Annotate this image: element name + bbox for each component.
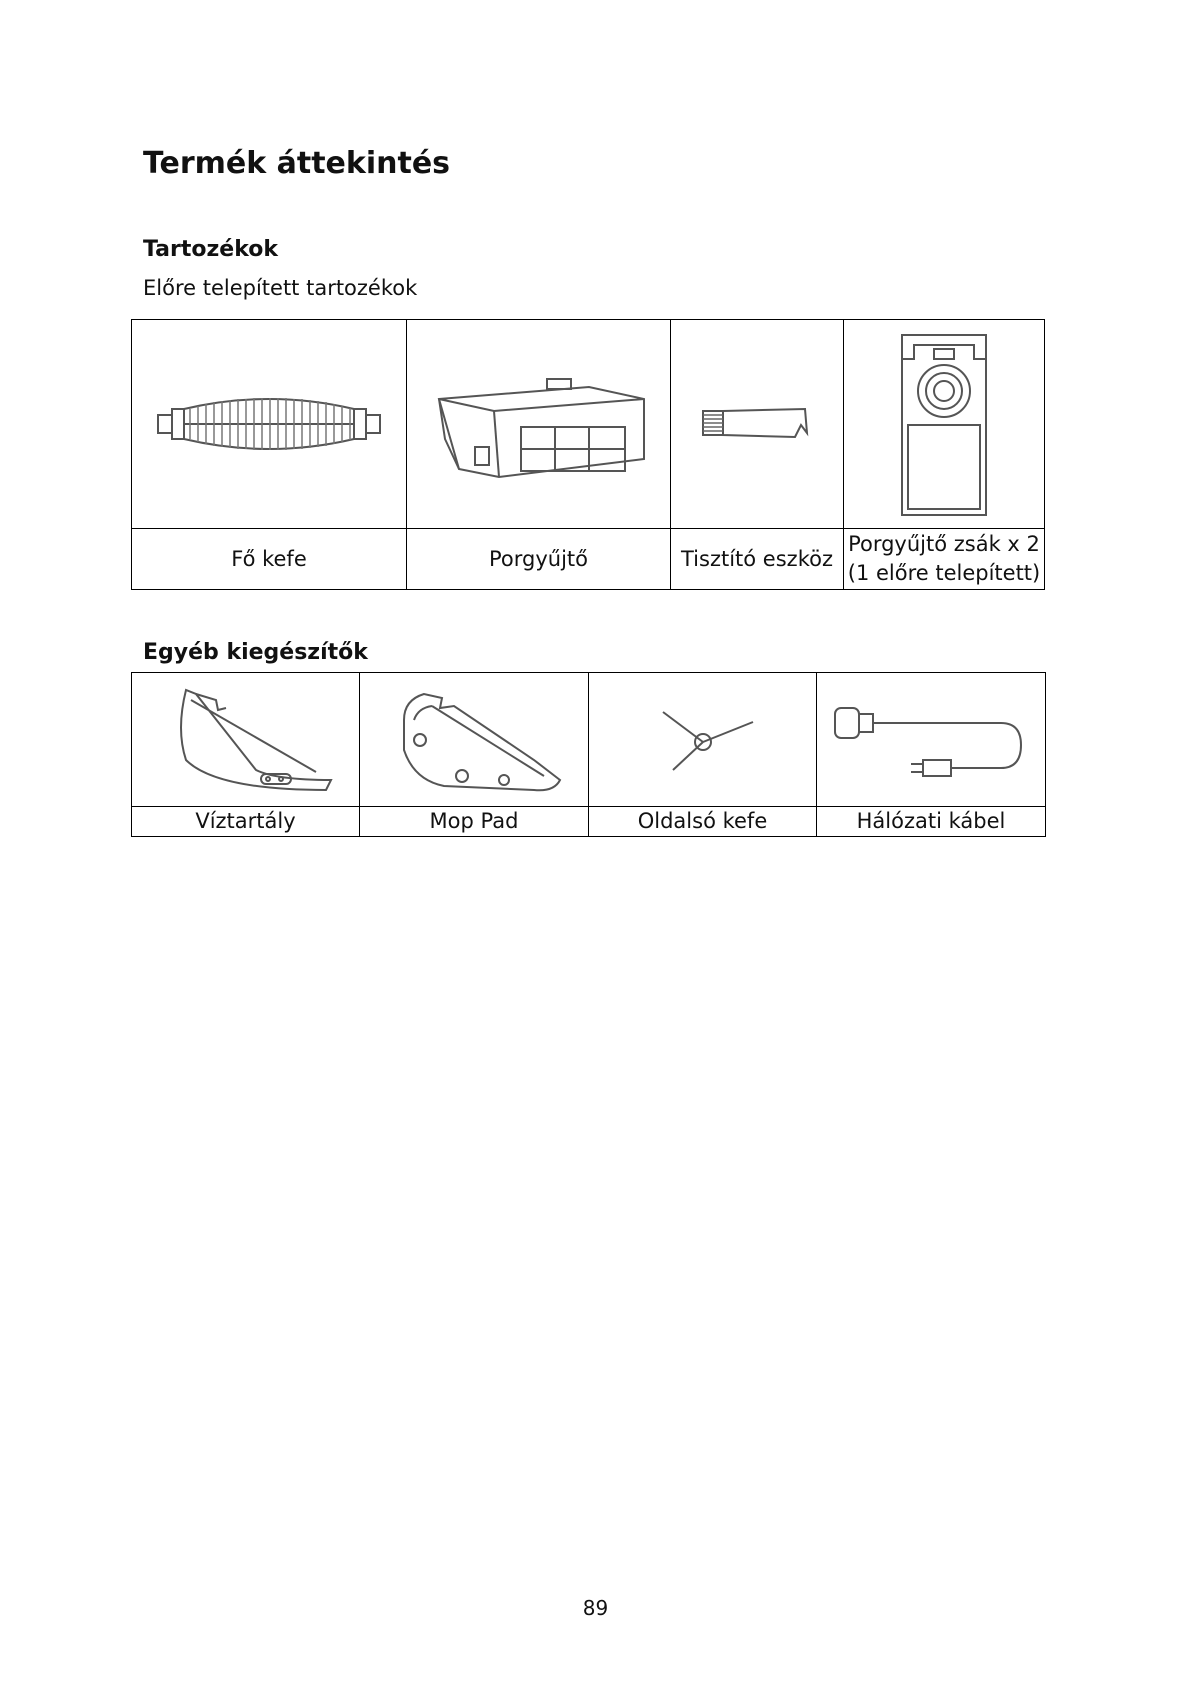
accessory-image-cell — [589, 673, 817, 807]
accessories-table — [131, 319, 1045, 590]
accessory-image-cell — [844, 320, 1045, 529]
accessory-image-cell — [132, 320, 407, 529]
accessory-label: Porgyűjtő — [407, 529, 671, 590]
other-accessories-table — [131, 672, 1046, 837]
accessory-label-line2: (1 előre telepített) — [847, 561, 1041, 585]
accessory-label: Oldalsó kefe — [589, 807, 817, 837]
mop-pad-icon — [384, 680, 564, 800]
dust-bin-icon — [429, 359, 649, 489]
accessory-image-cell — [817, 673, 1046, 807]
accessory-image-cell — [360, 673, 589, 807]
accessories-subtitle: Előre telepített tartozékok — [143, 276, 418, 300]
water-tank-icon — [156, 680, 336, 800]
page-number: 89 — [582, 1596, 609, 1620]
accessories-title: Tartozékok — [143, 237, 279, 262]
main-brush-icon — [154, 379, 384, 469]
accessory-image-cell — [671, 320, 844, 529]
dust-bag-icon — [894, 329, 994, 519]
accessory-label-line1: Porgyűjtő zsák x 2 — [848, 532, 1040, 556]
accessory-image-cell — [407, 320, 671, 529]
other-accessories-title: Egyéb kiegészítők — [143, 640, 368, 665]
power-cable-icon — [831, 690, 1031, 790]
accessory-label: Fő kefe — [132, 529, 407, 590]
accessory-label — [844, 529, 1045, 590]
accessory-image-cell — [132, 673, 360, 807]
accessory-label: Hálózati kábel — [817, 807, 1046, 837]
page-title: Termék áttekintés — [143, 146, 451, 181]
cleaning-tool-icon — [697, 399, 817, 449]
side-brush-icon — [643, 700, 763, 780]
accessory-label: Víztartály — [132, 807, 360, 837]
accessory-label: Tisztító eszköz — [671, 529, 844, 590]
accessory-label: Mop Pad — [360, 807, 589, 837]
